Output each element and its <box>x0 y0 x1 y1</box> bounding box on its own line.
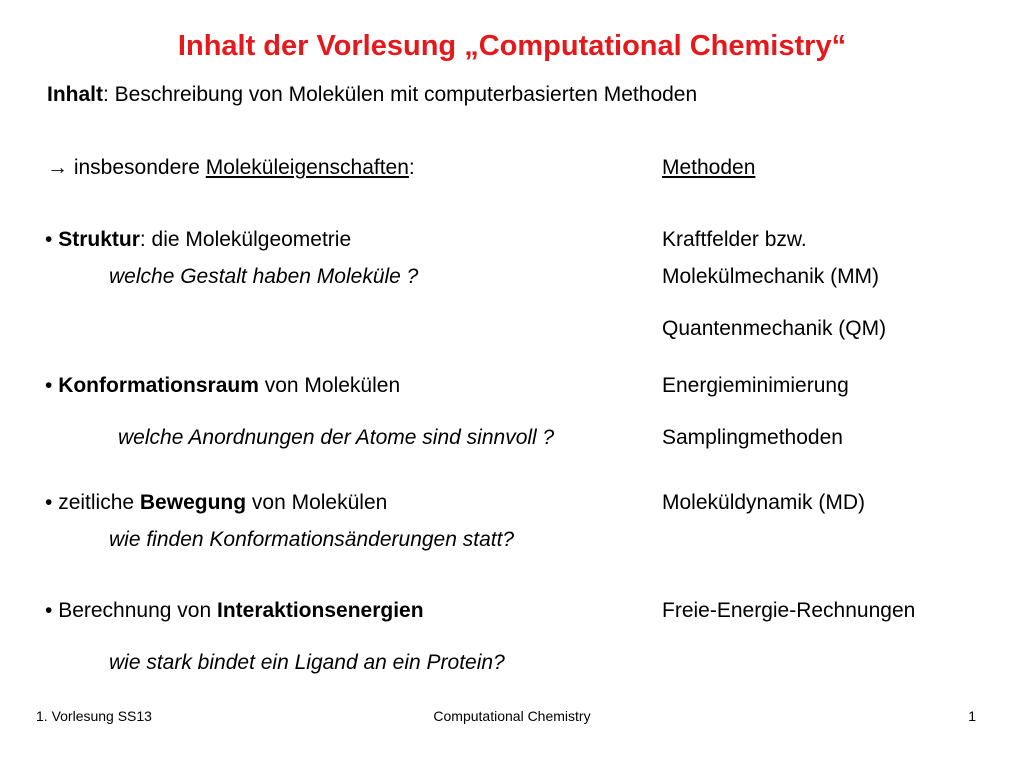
section-post: von Molekülen <box>258 374 401 397</box>
method-item: Kraftfelder bzw. <box>662 228 807 251</box>
method-item: Quantenmechanik (QM) <box>662 317 887 340</box>
section-motion-question: wie finden Konformationsänderungen statt? <box>109 528 515 551</box>
section-keyword: Konformationsraum <box>58 374 259 397</box>
section-interaction-heading <box>45 598 424 624</box>
section-pre: Berechnung von <box>58 599 217 622</box>
method-item: Freie-Energie-Rechnungen <box>662 599 916 622</box>
slide-title: Inhalt der Vorlesung „Computational Chemistry“ <box>177 30 847 62</box>
section-conformation-heading <box>45 373 400 399</box>
section-keyword: Interaktionsenergien <box>216 599 424 622</box>
footer-page-number: 1 <box>968 708 976 724</box>
footer-center-title: Computational Chemistry <box>433 708 591 724</box>
section-motion-heading <box>45 490 387 516</box>
method-item: Moleküldynamik (MD) <box>662 491 866 514</box>
subheader-prefix: → insbesondere <box>47 156 206 179</box>
section-pre: zeitliche <box>58 491 140 514</box>
method-item: Molekülmechanik (MM) <box>662 265 880 288</box>
footer-course-label: 1. Vorlesung SS13 <box>36 708 152 724</box>
section-post: von Molekülen <box>246 491 388 514</box>
method-item: Samplingmethoden <box>662 426 843 449</box>
section-keyword: Bewegung <box>139 491 247 514</box>
intro-line <box>47 82 697 108</box>
method-item: Energieminimierung <box>662 374 849 397</box>
properties-subheader <box>47 155 415 181</box>
section-structure-heading <box>45 227 351 253</box>
intro-label: Inhalt <box>47 83 103 106</box>
subheader-colon: : <box>408 156 415 179</box>
section-interaction-question: wie stark bindet ein Ligand an ein Protein? <box>109 651 505 674</box>
bullet: • <box>45 374 59 397</box>
section-keyword: Struktur <box>58 228 140 251</box>
section-structure-question: welche Gestalt haben Moleküle ? <box>109 265 419 288</box>
section-post: : die Molekülgeometrie <box>139 228 352 251</box>
section-conformation-question: welche Anordnungen der Atome sind sinnvoll ? <box>118 426 555 449</box>
bullet: • <box>45 228 59 251</box>
bullet: • <box>45 491 59 514</box>
intro-text: : Beschreibung von Molekülen mit computerbasierten Methoden <box>103 83 698 106</box>
bullet: • <box>45 599 59 622</box>
properties-heading: Moleküleigenschaften <box>205 156 409 179</box>
methods-heading: Methoden <box>662 156 756 179</box>
